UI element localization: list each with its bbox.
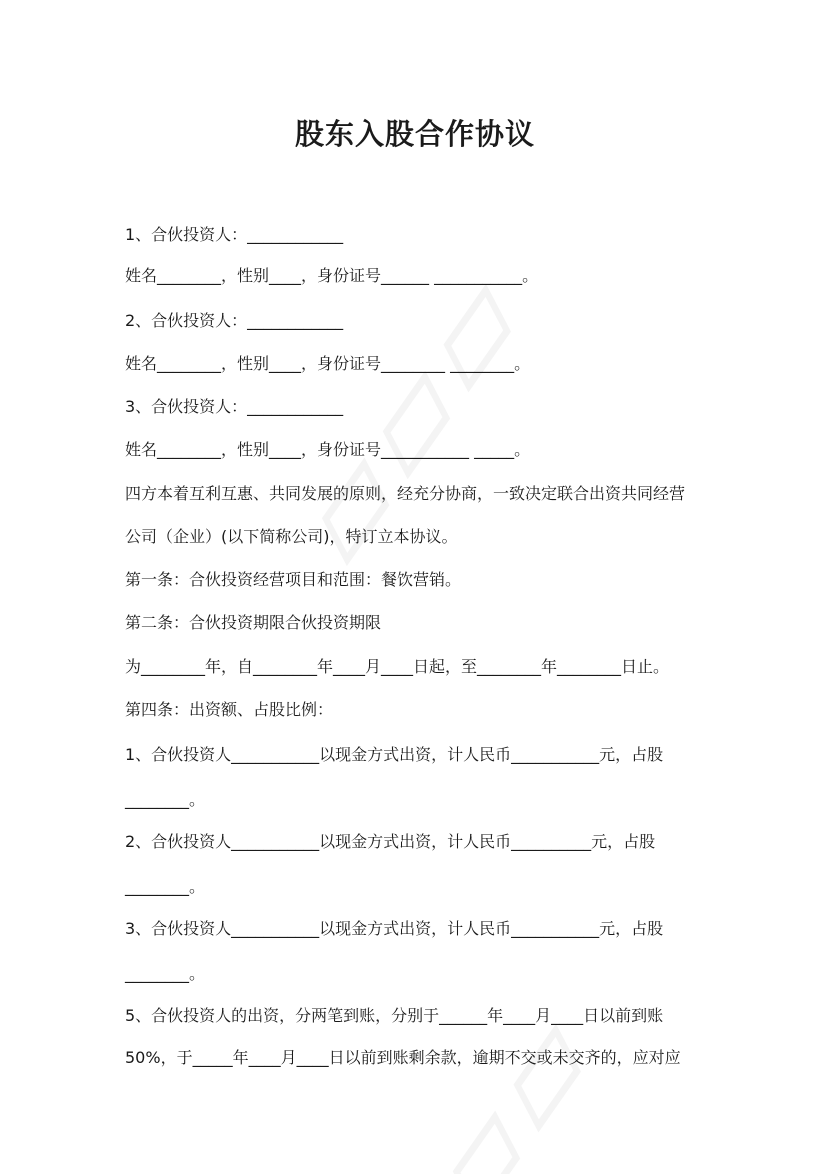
contribution-2-share: ________。 [125,877,206,896]
contribution-2: 2、合伙投资人___________以现金方式出资，计人民币__________元，占股 [125,832,656,851]
contribution-3-share: ________。 [125,964,206,983]
article-4-heading: 第四条：出资额、占股比例： [125,700,334,719]
investor-2-details: 姓名________，性别____，身份证号________ ________。 [125,354,531,373]
article-1: 第一条：合伙投资经营项目和范围：餐饮营销。 [125,570,462,589]
investor-3-details: 姓名________，性别____，身份证号___________ _____。 [125,440,531,459]
article-2-term: 为________年，自________年____月____日起，至________年________日止。 [125,657,670,676]
investor-3-heading: 3、合伙投资人：____________ [125,397,344,416]
investor-2-heading: 2、合伙投资人：____________ [125,311,344,330]
payment-schedule-1: 5、合伙投资人的出资，分两笔到账，分别于______年____月____日以前到账 [125,1006,664,1025]
preamble-line-2: 公司（企业）(以下简称公司)，特订立本协议。 [125,527,458,546]
contribution-3: 3、合伙投资人___________以现金方式出资，计人民币___________元，占股 [125,919,664,938]
document-title: 股东入股合作协议 [294,117,535,151]
article-2: 第二条：合伙投资期限合伙投资期限 [125,613,382,632]
payment-schedule-2: 50%，于_____年____月____日以前到账剩余款，逾期不交或未交齐的，应对应 [125,1048,681,1067]
contribution-1: 1、合伙投资人___________以现金方式出资，计人民币___________元，占股 [125,745,664,764]
contribution-1-share: ________。 [125,790,206,809]
investor-1-heading: 1、合伙投资人：____________ [125,225,344,244]
investor-1-details: 姓名________，性别____，身份证号______ ___________。 [125,266,539,285]
preamble-line-1: 四方本着互利互惠、共同发展的原则，经充分协商，一致决定联合出资共同经营 [125,484,686,503]
